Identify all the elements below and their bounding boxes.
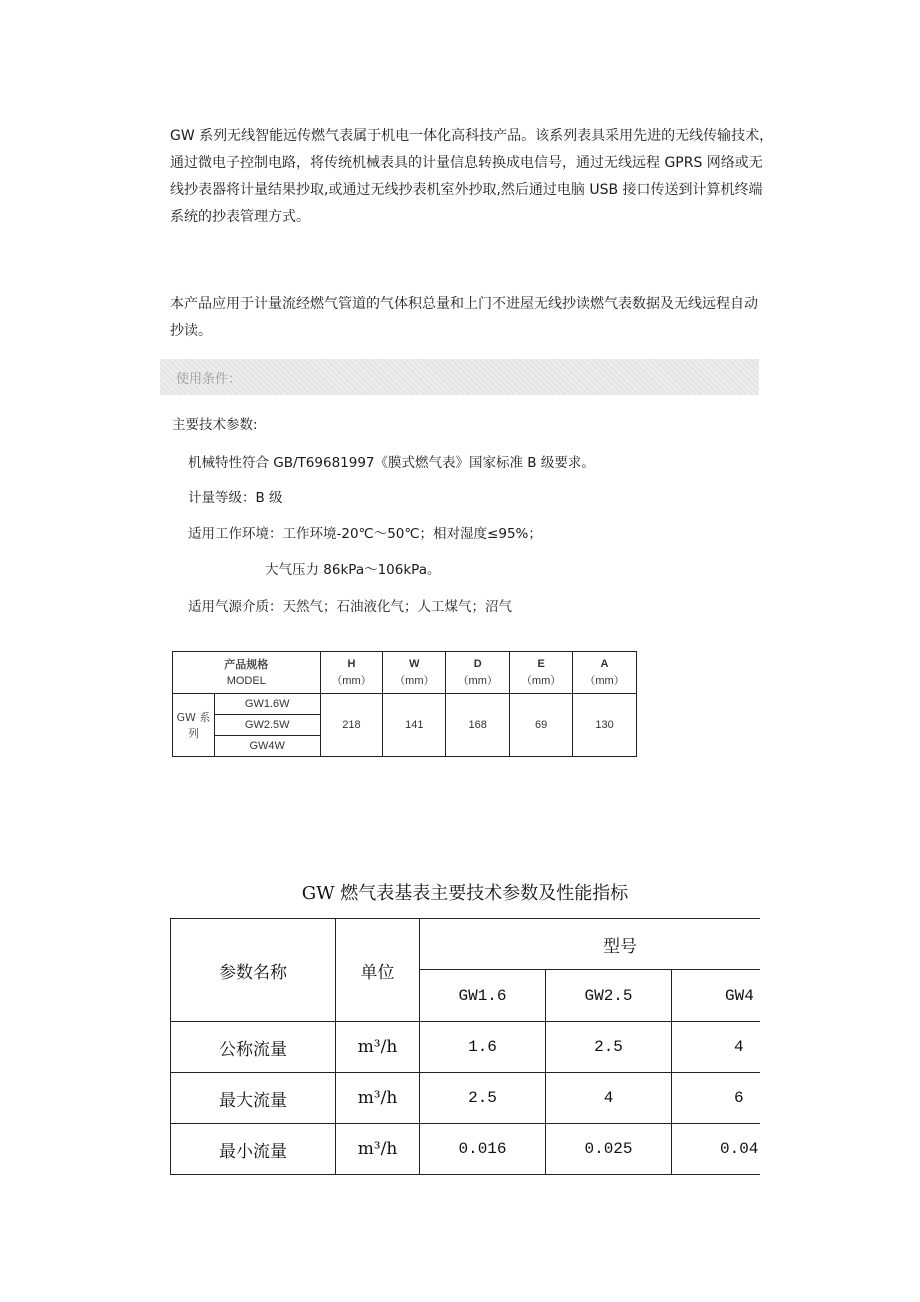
intro-paragraph [170,123,774,231]
spec-grade: 计量等级：B 级 [188,490,283,506]
dim-unit: （mm） [584,674,625,687]
param-name: 最小流量 [171,1124,336,1175]
application-line: 抄读。 [170,323,212,339]
dim-header-cell [510,652,573,694]
series-cell [173,694,215,757]
dimensions-table [172,651,637,757]
dim-value-cell: 218 [320,694,383,757]
param-value: 6 [672,1073,761,1124]
intro-line: 线抄表器将计量结果抄取,或通过无线抄表机室外抄取,然后通过电脑 USB 接口传送到计算机终端 [170,182,763,198]
application-line: 本产品应用于计量流经燃气管道的气体积总量和上门不进屋无线抄读燃气表数据及无线远程自动 [170,296,758,312]
dim-letter: A [600,657,609,670]
param-value: 2.5 [420,1073,546,1124]
series-label: GW 系 [176,711,211,724]
param-unit: m³/h [336,1124,420,1175]
model-cell: GW4W [214,736,320,757]
dim-header-cell [446,652,510,694]
application-paragraph [170,291,770,345]
dim-letter: D [473,657,482,670]
model-cell: GW1.6W [214,694,320,715]
dim-header-cell [383,652,446,694]
model-name-cell: GW1.6 [420,970,546,1022]
model-cell: GW2.5W [214,715,320,736]
param-name: 公称流量 [171,1022,336,1073]
dim-unit: （mm） [520,674,562,687]
unit-header: 单位 [336,919,420,1022]
param-value: 1.6 [420,1022,546,1073]
performance-row [171,1022,761,1073]
dimensions-header-row [173,652,637,694]
performance-header-row [171,919,761,970]
spec-pressure: 大气压力 86kPa～106kPa。 [265,562,441,578]
model-header-cell [173,652,321,694]
model-header [420,919,761,970]
param-value: 0.04 [672,1124,761,1175]
spec-medium: 适用气源介质：天然气；石油液化气；人工煤气；沼气 [188,599,512,615]
performance-table [170,918,760,1175]
param-value: 0.025 [546,1124,672,1175]
dim-unit: （mm） [457,674,498,687]
performance-table-title: GW 燃气表基表主要技术参数及性能指标 [301,883,629,904]
param-unit: m³/h [336,1073,420,1124]
intro-line: 系统的抄表管理方式。 [170,209,310,225]
model-name-cell: GW4 [672,970,761,1022]
spec-mechanical: 机械特性符合 GB/T69681997《膜式燃气表》国家标准 B 级要求。 [188,455,595,471]
dim-value-cell: 141 [383,694,446,757]
dim-header-cell [320,652,383,694]
series-label: 列 [187,727,199,740]
performance-row [171,1124,761,1175]
dim-value-cell: 69 [510,694,573,757]
intro-line: GW 系列无线智能远传燃气表属于机电一体化高科技产品。该系列表具采用先进的无线传输技术， [170,128,774,144]
dim-value-cell: 130 [573,694,637,757]
model-header-en: MODEL [226,674,266,687]
intro-line: 通过微电子控制电路，将传统机械表具的计量信息转换成电信号，通过无线远程 GPRS 网络或无 [170,155,763,171]
model-header-label: 型号 [603,936,637,957]
param-value: 0.016 [420,1124,546,1175]
param-value: 4 [672,1022,761,1073]
model-header-cn: 产品规格 [224,657,269,671]
dim-value-cell: 168 [446,694,510,757]
param-value: 2.5 [546,1022,672,1073]
dim-letter: E [537,657,545,670]
param-value: 4 [546,1073,672,1124]
specs-heading: 主要技术参数: [172,417,258,433]
performance-row [171,1073,761,1124]
param-name: 最大流量 [171,1073,336,1124]
dim-letter: H [347,657,356,670]
performance-table-wrapper [170,918,760,1180]
param-unit: m³/h [336,1022,420,1073]
conditions-heading: 使用条件： [176,372,242,387]
param-header: 参数名称 [171,919,336,1022]
dim-unit: （mm） [394,674,435,687]
dim-letter: W [409,657,420,670]
dim-header-cell [573,652,637,694]
conditions-heading-band [160,359,759,395]
spec-environment: 适用工作环境：工作环境-20℃～50℃；相对湿度≤95%； [188,526,542,542]
dimensions-row [173,694,637,715]
dim-unit: （mm） [331,674,372,687]
model-name-cell: GW2.5 [546,970,672,1022]
